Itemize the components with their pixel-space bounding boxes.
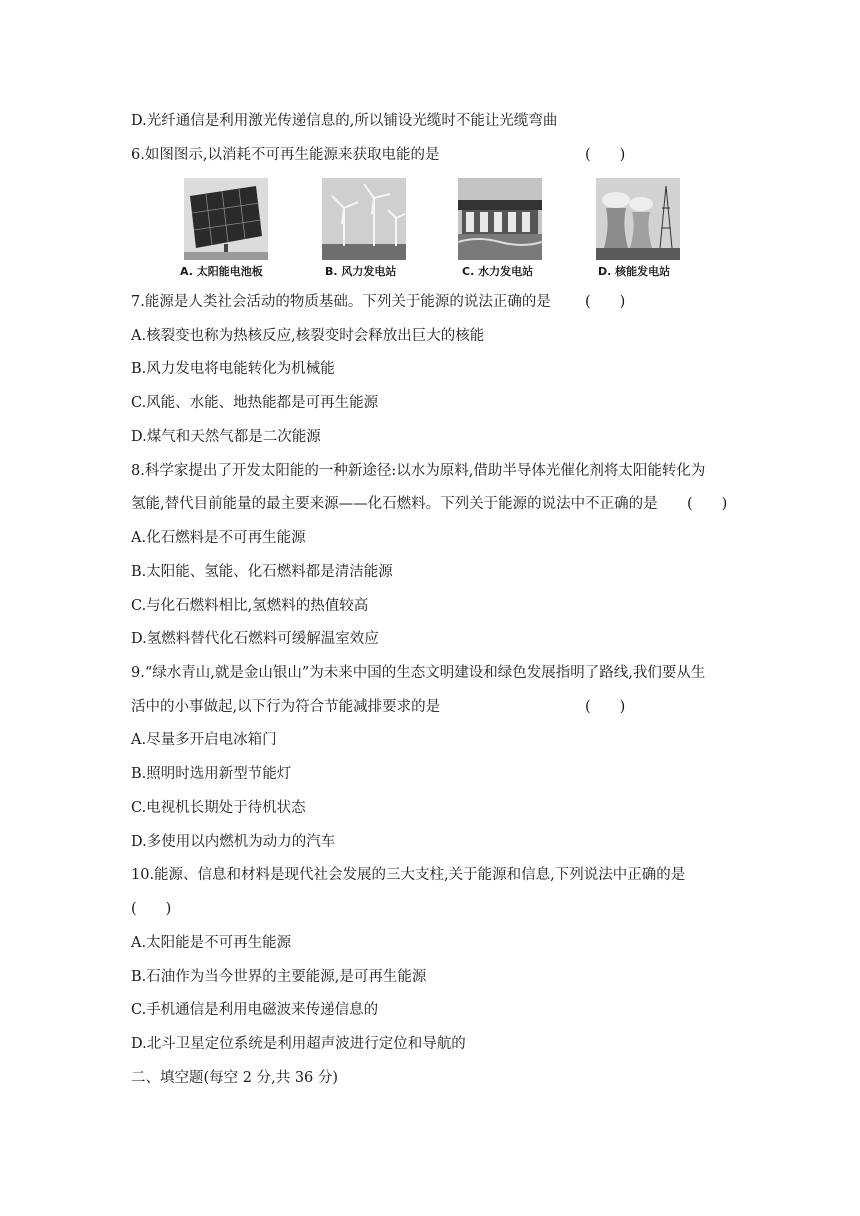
q7-option-b: B.风力发电将电能转化为机械能 — [131, 361, 335, 377]
q9-option-c: C.电视机长期处于待机状态 — [131, 800, 306, 816]
hydro-dam-image — [458, 178, 542, 260]
q7-answer-blank: ( ) — [585, 294, 626, 310]
q8-answer-blank: ( ) — [687, 496, 728, 512]
q9-option-b: B.照明时选用新型节能灯 — [131, 766, 292, 782]
figure-caption-a: A. 太阳能电池板 — [180, 265, 263, 278]
solar-panel-image — [184, 178, 268, 260]
section-heading-fill-in: 二、填空题(每空 2 分,共 36 分) — [131, 1070, 339, 1086]
q6-answer-blank: ( ) — [585, 147, 626, 163]
q10-answer-blank: ( ) — [131, 901, 172, 917]
q10-stem-line1: 10.能源、信息和材料是现代社会发展的三大支柱,关于能源和信息,下列说法中正确的是 — [131, 867, 686, 883]
q9-option-a: A.尽量多开启电冰箱门 — [131, 732, 277, 748]
q5-option-d: D.光纤通信是利用激光传递信息的,所以铺设光缆时不能让光缆弯曲 — [131, 113, 558, 129]
figure-caption-d: D. 核能发电站 — [598, 265, 671, 278]
q7-stem: 7.能源是人类社会活动的物质基础。下列关于能源的说法正确的是 — [131, 294, 551, 310]
nuclear-plant-image — [596, 178, 680, 260]
q10-option-d: D.北斗卫星定位系统是利用超声波进行定位和导航的 — [131, 1036, 466, 1052]
q9-answer-blank: ( ) — [585, 699, 626, 715]
q10-option-a: A.太阳能是不可再生能源 — [131, 935, 292, 951]
q9-stem-line1: 9.“绿水青山,就是金山银山”为未来中国的生态文明建设和绿色发展指明了路线,我们要从生 — [131, 665, 706, 681]
q9-stem-line2: 活中的小事做起,以下行为符合节能减排要求的是 — [131, 699, 441, 715]
q9-option-d: D.多使用以内燃机为动力的汽车 — [131, 834, 336, 850]
q10-option-b: B.石油作为当今世界的主要能源,是可再生能源 — [131, 969, 427, 985]
q8-option-c: C.与化石燃料相比,氢燃料的热值较高 — [131, 598, 369, 614]
q10-option-c: C.手机通信是利用电磁波来传递信息的 — [131, 1002, 379, 1018]
q6-stem: 6.如图图示,以消耗不可再生能源来获取电能的是 — [131, 147, 440, 163]
q8-option-a: A.化石燃料是不可再生能源 — [131, 530, 306, 546]
figure-caption-c: C. 水力发电站 — [462, 265, 534, 278]
q7-option-a: A.核裂变也称为热核反应,核裂变时会释放出巨大的核能 — [131, 328, 485, 344]
q7-option-c: C.风能、水能、地热能都是可再生能源 — [131, 395, 379, 411]
q7-option-d: D.煤气和天然气都是二次能源 — [131, 429, 321, 445]
q8-option-b: B.太阳能、氢能、化石燃料都是清洁能源 — [131, 564, 393, 580]
q8-stem-line1: 8.科学家提出了开发太阳能的一种新途径:以水为原料,借助半导体光催化剂将太阳能转化为 — [131, 463, 706, 479]
q8-option-d: D.氢燃料替代化石燃料可缓解温室效应 — [131, 631, 379, 647]
wind-farm-image — [322, 178, 406, 260]
q8-stem-line2: 氢能,替代目前能量的最主要来源——化石燃料。下列关于能源的说法中不正确的是 — [131, 496, 658, 512]
figure-caption-b: B. 风力发电站 — [325, 265, 397, 278]
